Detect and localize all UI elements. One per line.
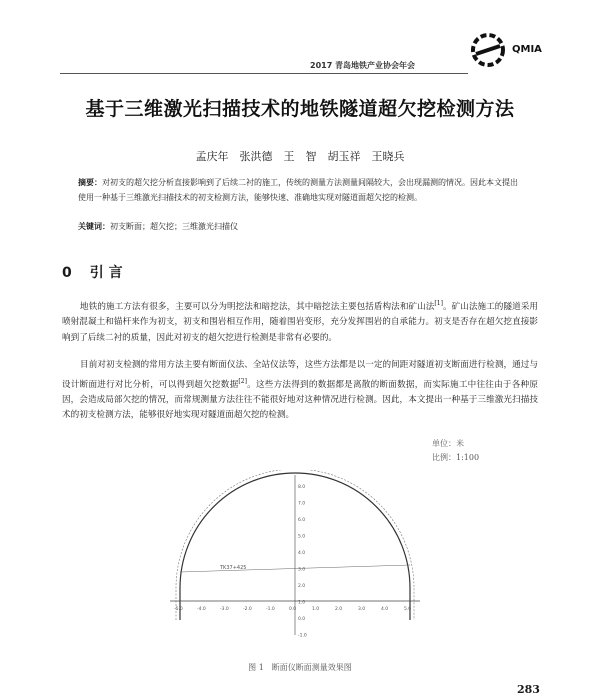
- paragraph-2-text: 目前对初支检测的常用方法主要有断面仪法、全站仪法等，这些方法都是以一定的间距对隧道初支断面进行检测，通过与设计断面进行对比分析，可以得到超欠挖数据: [62, 360, 538, 390]
- paragraph-2-text2: 。这些方法得到的数据都是离散的断面数据，而实际施工中往往由于各种原因，会造成局部欠挖的情况，而常规测量方法往往不能很好地对这种情况进行检测。因此，本文提出一种基于三维激光扫描技术的初支检测方法，能够很好地实现对隧道面超欠挖的检测。: [62, 379, 538, 421]
- x-tick-label: -4.0: [197, 607, 206, 612]
- paragraph-1: [62, 296, 538, 346]
- figure-scale: 比例：1:100: [432, 453, 480, 462]
- y-tick-label: 7.0: [298, 501, 306, 507]
- y-tick-label: 5.0: [298, 534, 306, 540]
- keywords: [78, 221, 518, 232]
- y-tick-label: 6.0: [298, 518, 306, 523]
- figure-unit: 单位：米: [432, 439, 464, 448]
- section-number: 0: [62, 265, 72, 281]
- x-tick-label: -1.0: [266, 607, 275, 612]
- figure-caption: 图 1 断面仪断面测量效果图: [248, 663, 352, 672]
- y-tick-label: 1.0: [298, 600, 306, 606]
- x-tick-label: 4.0: [381, 607, 389, 612]
- abstract-label: 摘要：: [78, 177, 102, 187]
- paragraph-1-text: 地铁的施工方法有很多，主要可以分为明挖法和暗挖法，其中暗挖法主要包括盾构法和矿山法: [80, 301, 435, 312]
- x-tick-label: 0.0: [289, 607, 297, 612]
- keywords-text: 初支断面；超欠挖；三维激光扫描仪: [110, 222, 238, 231]
- authors: 孟庆年 张洪德 王 智 胡玉祥 王晓兵: [195, 150, 405, 163]
- x-tick-label: 1.0: [312, 607, 320, 612]
- conference-header: 2017 青岛地铁产业协会年会: [310, 61, 416, 70]
- citation-2[interactable]: [2]: [238, 377, 247, 385]
- paragraph-2: [62, 358, 538, 424]
- y-tick-label: 8.0: [298, 485, 306, 490]
- section-title: 引 言: [89, 265, 123, 281]
- header-rule: [60, 73, 468, 74]
- section-label: TK37+425: [220, 565, 247, 571]
- abstract: [78, 175, 518, 205]
- x-tick-label: 3.0: [358, 607, 366, 612]
- abstract-text: 对初支的超欠挖分析直接影响到了后续二衬的施工，传统的测量方法测量间隔较大，会出现漏测的情况。因此本文提出使用一种基于三维激光扫描技术的初支检测方法，能够快速、准确地实现对隧道面超欠挖的检测。: [78, 178, 518, 202]
- x-tick-label: -2.0: [243, 607, 252, 612]
- paragraph-1-text2: 。矿山法施工的隧道采用喷射混凝土和锚杆来作为初支，初支和围岩相互作用，随着围岩变形，充分发挥围岩的自承能力。初支是否存在超欠挖直接影响到了后续二衬的质量，因此对初支的超欠挖进行检测是非常有必要的。: [62, 301, 538, 343]
- citation-1[interactable]: [1]: [434, 300, 443, 307]
- y-tick-label: 0.0: [298, 617, 306, 622]
- section-heading: [62, 262, 141, 282]
- y-tick-label: -1.0: [298, 633, 307, 639]
- logo-text: QMIA: [512, 44, 542, 55]
- keywords-label: 关键词：: [78, 221, 110, 231]
- y-tick-label: 3.0: [298, 567, 306, 573]
- tunnel-section-figure: [170, 470, 420, 645]
- y-tick-label: 2.0: [298, 584, 306, 589]
- x-tick-label: -3.0: [220, 607, 229, 612]
- paper-title: 基于三维激光扫描技术的地铁隧道超欠挖检测方法: [85, 98, 515, 120]
- y-tick-label: 4.0: [298, 551, 306, 556]
- x-tick-label: 2.0: [335, 607, 343, 612]
- x-tick-label: -5.0: [174, 607, 183, 612]
- x-tick-label: 5.0: [404, 607, 412, 612]
- page-number: 283: [517, 683, 540, 696]
